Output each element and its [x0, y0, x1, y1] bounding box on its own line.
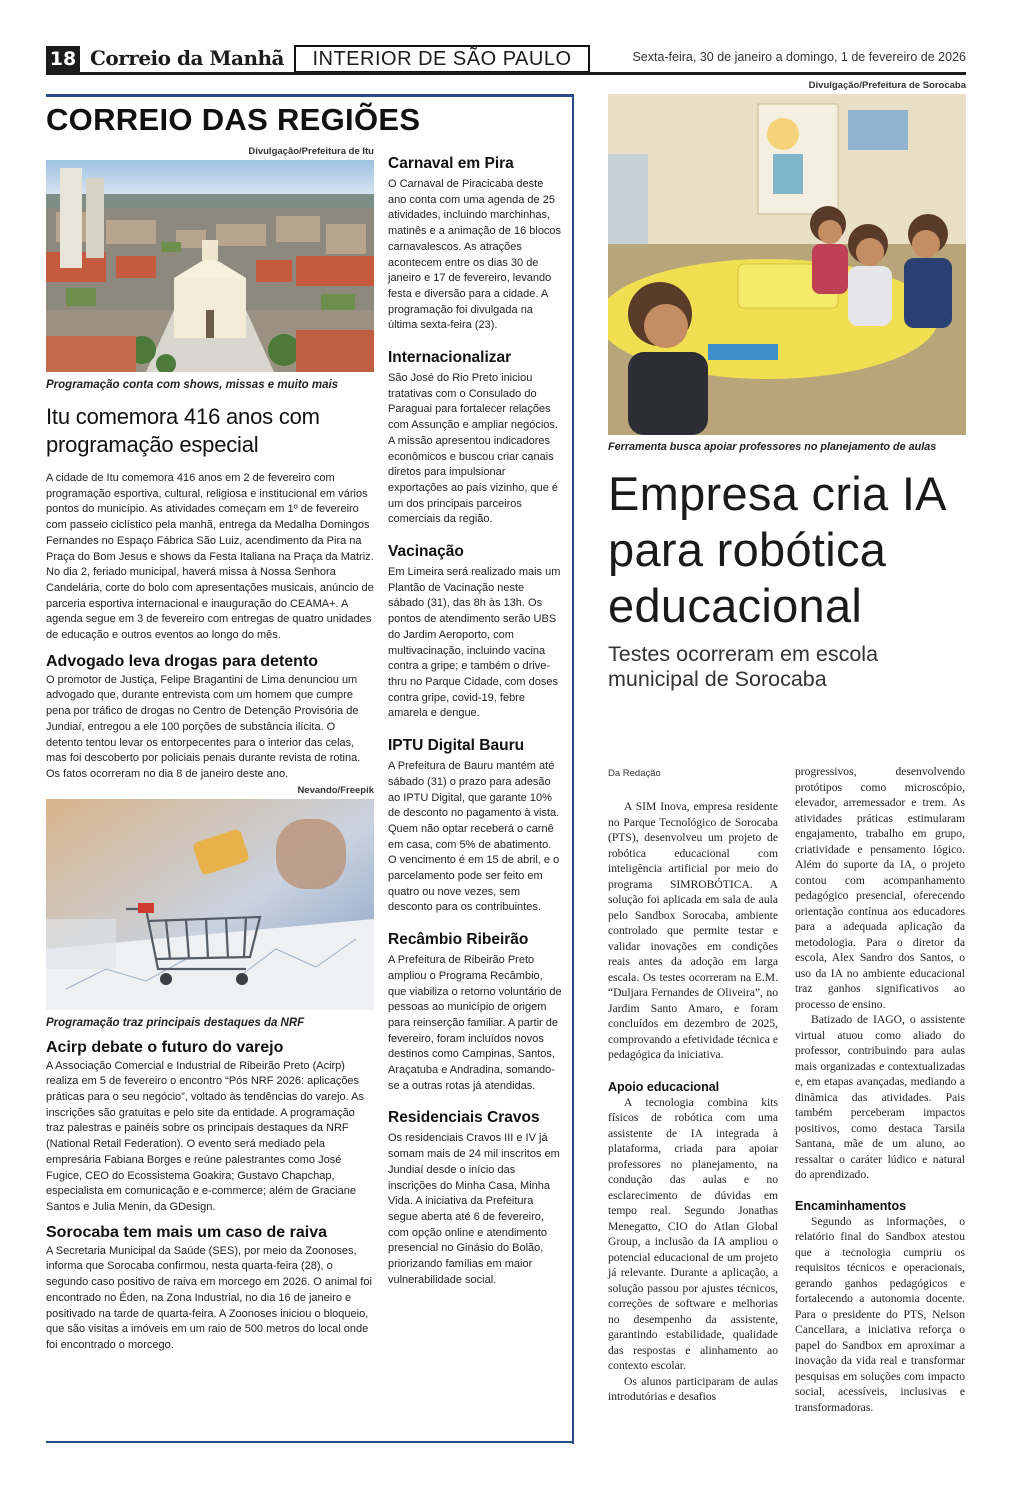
- page-header: [46, 42, 966, 76]
- note-item: [388, 154, 562, 334]
- main-photo-credit: Divulgação/Prefeitura de Sorocaba: [808, 80, 966, 91]
- note-body: A Prefeitura de Ribeirão Preto ampliou o Programa Recâmbio, que viabiliza o retorno voluntário de pessoas ao município de origem para reinserção familiar. A partir de fevereiro, foram incluídos novos destinos como Campinas, Santos, Araçatuba e Andradina, somando-se a outras rotas já atendidas.: [388, 954, 562, 1092]
- main-headline: Empresa cria IA para robótica educacional: [608, 467, 945, 632]
- byline: Da Redação: [608, 768, 661, 779]
- note-body: Os residenciais Cravos III e IV já somam mais de 24 mil inscritos em Jundiaí desde o início das inscrições do Minha Casa, Minha Vida. A iniciativa da Prefeitura segue aberta até 6 de fevereiro, com opção online e atendimento presencial no Ginásio do Bolão, priorizando famílias em maior vulnerabilidade social.: [388, 1132, 560, 1286]
- article-column-1: [608, 760, 778, 1405]
- note-title: Carnaval em Pira: [388, 155, 514, 172]
- itu-body: A cidade de Itu comemora 416 anos em 2 de fevereiro com programação esportiva, cultural, religiosa e institucional em vários pontos do município. As atividades começam em 1º de fevereiro com passeio ciclístico pela manhã, entrega da Medalha Domingos Fernandes no Espaço Fábrica São Luiz, acendimento da Pira na Praça do Bom Jesus e shows da Festa Italiana na Praça da Matriz. No dia 2, feriado municipal, haverá missa à Nossa Senhora Candelária, corte do bolo com apresentações musicais, anúncio de parceria esportiva internacional e inauguração do CEAMA+. A agenda segue em 3 de fevereiro com entregas de quatro unidades de educação e outros eventos ao longo do mês.: [46, 472, 374, 642]
- acirp-body: A Associação Comercial e Industrial de Ribeirão Preto (Acirp) realiza em 5 de fevereiro o encontro “Pós NRF 2026: aplicações práticas para o seu negócio”, voltado às tendências do varejo. As inscrições são gratuitas e pelo site da entidade. A programação traz palestras e painéis sobre os principais destaques da NRF (National Retail Federation). O evento será mediado pela empresária Fabiana Borges e reúne palestrantes como José Fugice, CEO do Ecossistema Goakira; Gustavo Chapchap, especialista em comunicação e e-commerce; além de Graciane Santos e Julia Menin, da GDesign.: [46, 1059, 364, 1213]
- note-body: Em Limeira será realizado mais um Plantão de Vacinação neste sábado (31), das 8h às 13h. Os pontos de atendimento serão UBS do Jardim Aeroporto, com multivacinação, incluindo vacina contra a gripe; e também o drive-thru no Parque Cidade, com doses contra gripe, covid-19, febre amarela e dengue.: [388, 566, 561, 720]
- regions-left-column: [46, 146, 374, 1354]
- raiva-body: A Secretaria Municipal da Saúde (SES), por meio da Zoonoses, informa que Sorocaba confirmou, nesta quarta-feira (28), o segundo caso positivo de raiva em morcego em 2026. O animal foi encontrado no Éden, na Zona Industrial, no dia 16 de janeiro e positivado na tarde de quarta-feira. A Zoonoses iniciou o bloqueio, que são visitas a imóveis em um raio de 500 metros do local onde foi encontrado o morcego.: [46, 1244, 372, 1351]
- article-paragraph: progressivos, desenvolvendo protótipos como microscópio, elevador, arremessador e trem. As atividades práticas estimularam engajamento, trabalho em grupo, criatividade e pensamento lógico. Além do suporte da IA, o projeto contou com acompanhamento pedagógico presencial, oferecendo orientação contínua aos educadores para a adequada aplicação da metodologia. Para o diretor da escola, Alex Sandro dos Santos, o uso da IA no ambiente educacional traz ganhos significativos ao processo de ensino.: [795, 765, 965, 1011]
- regions-notes-column: [388, 154, 562, 1288]
- regions-section: [46, 94, 573, 1444]
- article-paragraph: Batizado de IAGO, o assistente virtual atuou como aliado do professor, contribuindo para aulas mais organizadas e contextualizadas e, em etapas avançadas, mediando a dinâmica das atividades. Pais também perceberam impactos positivos, como destaca Tarsila Santana, mãe de um aluno, ao ressaltar o caráter lúdico e natural do aprendizado.: [795, 1013, 965, 1181]
- note-body: São José do Rio Preto iniciou tratativas com o Consulado do Paraguai para fortalecer relações com Assunção e ampliar negócios. A missão apresentou indicadores econômicos e buscou criar canais diretos para impulsionar exportações ao país vizinho, que é um dos principais parceiros comerciais da região.: [388, 372, 559, 526]
- note-title: Residenciais Cravos: [388, 1109, 540, 1127]
- raiva-title: Sorocaba tem mais um caso de raiva: [46, 1223, 328, 1241]
- main-photo-caption: Ferramenta busca apoiar professores no planejamento de aulas: [608, 441, 937, 453]
- header-rule: [46, 72, 966, 75]
- article-paragraph: A tecnologia combina kits físicos de robótica com uma assistente de IA integrada à plataforma, criada para apoiar professores no planejamento, na condução das aulas e no esclarecimento de dúvidas em tempo real. Segundo Jonathas Menegatto, CIO do Atlan Global Group, a inclusão da IA ampliou o potencial educacional de um projeto já relevante. Durante a aplicação, a solução passou por ajustes técnicos, correções de software e melhorias no desempenho da assistente, garantindo estabilidade, qualidade das respostas e alinhamento ao contexto escolar.: [608, 1095, 778, 1372]
- nrf-photo-credit: Nevando/Freepik: [297, 784, 374, 796]
- issue-date: Sexta-feira, 30 de janeiro a domingo, 1 de fevereiro de 2026: [632, 50, 966, 64]
- acirp-title: Acirp debate o futuro do varejo: [46, 1038, 284, 1056]
- article-paragraph: Os alunos participaram de aulas introdutórias e desafios: [608, 1374, 778, 1403]
- itu-aerial-photo: [46, 160, 374, 372]
- shopping-cart-photo: [46, 799, 374, 1010]
- advogado-body: O promotor de Justiça, Felipe Bragantini de Lima denunciou um advogado que, durante entrevista com um homem que cumpre pena por tráfico de drogas no Centro de Detenção Provisória de Jundiaí, entregou a ele 100 porções de substância ilícita. O detento tentou levar os entorpecentes para o interior das celas, mas foi descoberto por policiais penais durante revista de rotina. Os fatos ocorreram no dia 8 de janeiro deste ano.: [46, 673, 361, 780]
- classroom-photo: [608, 94, 966, 435]
- note-body: O Carnaval de Piracicaba deste ano conta com uma agenda de 25 atividades, incluindo marchinhas, matinês e a animação de 16 blocos carnavalescos. As atrações acontecem entre os dias 30 de janeiro e 17 de fevereiro, levando festa e diversão para a cidade. A programação foi divulgada na última sexta-feira (23).: [388, 178, 562, 332]
- note-item: [388, 736, 562, 916]
- page-number: 18: [46, 46, 80, 72]
- intertitle-encaminhamentos: Encaminhamentos: [795, 1198, 907, 1213]
- regions-title: CORREIO DAS REGIÕES: [46, 102, 421, 137]
- section-label: INTERIOR DE SÃO PAULO: [294, 45, 590, 73]
- intertitle-apoio: Apoio educacional: [608, 1079, 720, 1094]
- nrf-photo-caption: Programação traz principais destaques da NRF: [46, 1016, 305, 1029]
- newspaper-name: Correio da Manhã: [90, 46, 285, 70]
- note-item: [388, 930, 562, 1094]
- main-article: [608, 80, 966, 692]
- article-paragraph: A SIM Inova, empresa residente no Parque Tecnológico de Sorocaba (PTS), desenvolveu um projeto de robótica educacional com inteligência artificial por meio do programa SIMROBÓTICA. A solução foi aplicada em sala de aula pelo Sandbox Sorocaba, ambiente controlado que permite testar e validar inovações em condições reais antes da adoção em larga escala. Os testes ocorreram na E.M. “Duljara Fernandes de Oliveira”, no Jardim Santo Amaro, e foram concluídos em dezembro de 2025, comprovando a efetividade técnica e pedagógica da iniciativa.: [608, 800, 778, 1061]
- note-title: Recâmbio Ribeirão: [388, 931, 529, 949]
- article-column-2: [795, 760, 965, 1415]
- note-title: Internacionalizar: [388, 349, 512, 367]
- itu-headline: Itu comemora 416 anos com programação especial: [46, 404, 320, 457]
- note-body: A Prefeitura de Bauru mantém até sábado (31) o prazo para adesão ao IPTU Digital, que garante 10% de desconto no pagamento à vista. Quem não optar receberá o carnê em casa, com 5% de abatimento. O vencimento é em 15 de abril, e o parcelamento pode ser feito em quatro ou nove vezes, sem desconto para os contribuintes.: [388, 760, 560, 914]
- note-item: [388, 1108, 562, 1288]
- article-paragraph: Segundo as informações, o relatório final do Sandbox atestou que a tecnologia cumpriu os requisitos técnicos e operacionais, gerando ganhos pedagógicos e fortalecendo a autonomia docente. Para o presidente do PTS, Nelson Cancellara, a iniciativa reforça o papel do Sandbox em aproximar a inovação da vida real e transformar pesquisas em soluções com impacto social, acessíveis, inclusivas e transformadoras.: [795, 1214, 965, 1414]
- note-item: [388, 542, 562, 722]
- advogado-title: Advogado leva drogas para detento: [46, 652, 319, 670]
- note-title: IPTU Digital Bauru: [388, 737, 525, 755]
- itu-photo-caption: Programação conta com shows, missas e muito mais: [46, 379, 339, 391]
- itu-photo-credit: Divulgação/Prefeitura de Itu: [248, 146, 374, 157]
- note-title: Vacinação: [388, 543, 464, 561]
- main-subtitle: Testes ocorreram em escola municipal de Sorocaba: [608, 642, 879, 691]
- note-item: [388, 348, 562, 528]
